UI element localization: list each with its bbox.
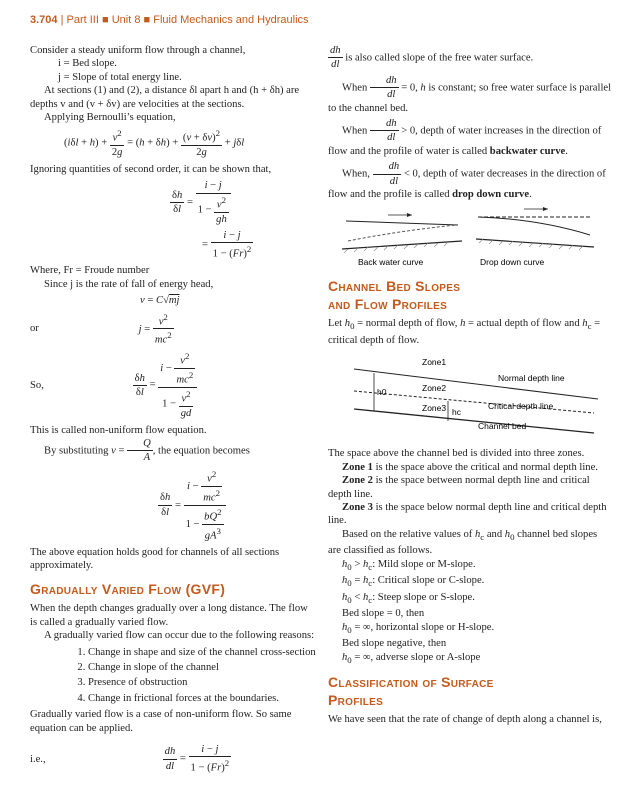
header-sep: |	[60, 14, 64, 26]
text-positive-slope: When $\frac{dh}{dl}$ > 0, depth of water increases in the direction of flow and the profile of water is called backwater curve.	[328, 118, 602, 157]
text-based-on: Based on the relative values of $h_c$ and $h_0$ channel bed slopes are classified as follows.	[328, 528, 598, 557]
page-header	[30, 14, 309, 26]
equation-dh-dl-2: = $\frac{i - j}{1 - (Fr)^2}$	[202, 229, 252, 260]
text-depths-def: Let $h_0$ = normal depth of flow, h = actual depth of flow and $h_c$ = critical depth of flow.	[328, 318, 601, 346]
list-item: 3. Presence of obstruction	[88, 676, 316, 689]
list-item: 4. Change in frictional forces at the boundaries.	[88, 692, 316, 705]
list-item: 2. Change in slope of the channel	[88, 661, 316, 674]
text-negative-slope: When, $\frac{dh}{dl}$ < 0, depth of water decreases in the direction of flow and the profile is called drop down curve.	[328, 161, 606, 201]
text-zone1: Zone 1 is the space above the critical and normal depth line.	[342, 461, 598, 473]
right-column	[328, 44, 612, 727]
text-rate-change: We have seen that the rate of change of depth along a channel is,	[328, 714, 602, 726]
text-intro: Consider a steady uniform flow through a channel,	[30, 45, 246, 56]
text-sections: At sections (1) and (2), a distance δl apart h and (h + δh) are depths v and (v + δv) are velocities at the sections.	[30, 85, 300, 110]
equation-chezy: v = C√mj	[140, 295, 180, 307]
label-critical-depth: Critical depth line	[488, 401, 554, 412]
text-zones: The space above the channel bed is divided into three zones.	[328, 448, 585, 460]
equation-bernoulli: (iδl + h) + $\frac{v^2}{2g}$ = (h + δh) + $\frac{(v + \delta v)^2}{2g}$ + jδl	[64, 128, 245, 159]
section-heading-bed-slopes: Channel Bed Slopes and Flow Profiles	[328, 278, 461, 313]
text-since: Since j is the rate of fall of energy head,	[44, 278, 214, 290]
text-substituting: By substituting v = $\frac{Q}{A}$ , the equation becomes	[44, 438, 250, 464]
text-gvf-reasons: A gradually varied flow can occur due to the following reasons:	[44, 630, 315, 642]
text-energy-slope: j = Slope of total energy line.	[58, 71, 182, 83]
dropdown-diagram	[476, 207, 594, 250]
label-normal-depth: Normal depth line	[498, 373, 565, 384]
list-item: $h_0 < h_c$: Steep slope or S-slope.	[342, 591, 475, 605]
backwater-diagram	[342, 213, 462, 253]
equation-dh-dl-1: $\frac{\delta h}{\delta l}$ = i − j 1 − $\frac{v^2}{gh}$	[30, 179, 316, 226]
header-subject: Fluid Mechanics and Hydraulics	[153, 14, 309, 26]
label-zone3: Zone3	[422, 403, 447, 414]
text-froude: Where, Fr = Froude number	[30, 265, 150, 277]
equation-ie: i.e., $\frac{dh}{dl}$ = $\frac{i - j}{1 - (Fr)^2}$	[30, 744, 230, 774]
equation-so: So, $\frac{\delta h}{\delta l}$ = i − $\frac{v^2}{mc^2}$ 1 − $\frac{v^2}{gd}$	[30, 350, 316, 420]
text-gvf-case: Gradually varied flow is a case of non-uniform flow. So same equation can be applied.	[30, 709, 292, 734]
text-bernoulli: Applying Bernoulli’s equation,	[44, 112, 176, 124]
text-nonuniform: This is called non-uniform flow equation.	[30, 424, 207, 436]
curves-figure	[328, 201, 612, 271]
text-bed-slope: i = Bed slope.	[58, 58, 117, 70]
text-ignoring: Ignoring quantities of second order, it can be shown that,	[30, 163, 272, 175]
text-slope-surface: $\frac{dh}{dl}$ is also called slope of the free water surface.	[330, 45, 534, 71]
text-zero-slope: When $\frac{dh}{dl}$ = 0, h is constant; so free water surface is parallel to the channel bed.	[328, 74, 612, 114]
label-channel-bed: Channel bed	[478, 421, 527, 432]
zones-figure	[328, 347, 612, 439]
text-holds: The above equation holds good for channels of all sections approximately.	[30, 546, 280, 571]
label-dropdown: Drop down curve	[480, 257, 545, 268]
list-item: Bed slope = 0, then	[342, 608, 425, 620]
list-item: $h_0$ = ∞, horizontal slope or H-slope.	[342, 621, 495, 635]
section-heading-classification: Classification of Surface Profiles	[328, 674, 494, 709]
list-item: $h_0 > h_c$: Mild slope or M-slope.	[342, 558, 476, 572]
equation-j: or j = $\frac{v^2}{mc^2}$	[30, 311, 172, 346]
header-part: Part III	[66, 14, 99, 26]
text-zone3: Zone 3 is the space below normal depth line and critical depth line.	[328, 502, 607, 527]
text-zone2: Zone 2 is the space between normal depth line and critical depth line.	[328, 475, 590, 500]
label-h0: h0	[377, 387, 387, 398]
list-item: $h_0 = h_c$: Critical slope or C-slope.	[342, 575, 485, 589]
equation-final: $\frac{\delta h}{\delta l}$ = i − $\frac{v^2}{mc^2}$ 1 − $\frac{bQ^2}{gA^3}$	[30, 468, 316, 543]
list-item: 1. Change in shape and size of the channel cross-section	[88, 646, 316, 659]
header-square-icon: ■	[143, 14, 151, 26]
text-gvf-def: When the depth changes gradually over a long distance. The flow is called a gradually varied flow.	[30, 603, 308, 628]
label-hc: hc	[452, 407, 461, 418]
label-zone2: Zone2	[422, 383, 447, 394]
section-heading-gvf: Gradually Varied Flow (GVF)	[30, 581, 226, 598]
header-unit: Unit 8	[111, 14, 141, 26]
label-zone1: Zone1	[422, 357, 447, 368]
left-column	[30, 44, 316, 778]
slope-list	[328, 558, 612, 667]
reasons-list	[30, 646, 316, 706]
label-backwater: Back water curve	[358, 257, 424, 268]
page-number: 3.704	[30, 14, 58, 26]
list-item: $h_0$ = ∞, adverse slope or A-slope	[342, 651, 481, 665]
list-item: Bed slope negative, then	[342, 638, 447, 650]
header-square-icon: ■	[101, 14, 109, 26]
